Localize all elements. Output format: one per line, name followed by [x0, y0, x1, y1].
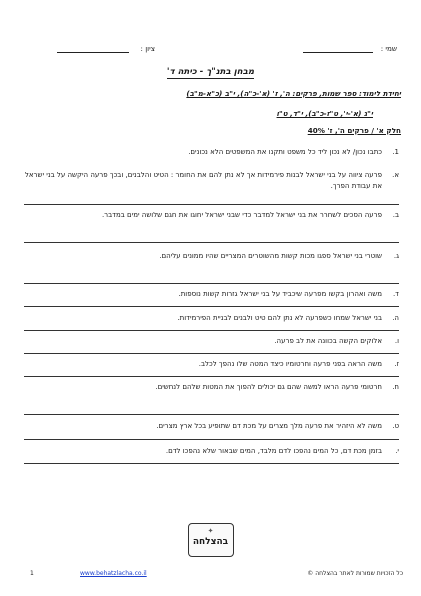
statement-text: פרעה ציווה על בני ישראל לבנות פירמידות אך לא נתן להם את החומר : הטיט והלבנים, ובכך פרעה היקשה על בני ישראל את עבודת הפרך. [24, 171, 382, 190]
statement-i [24, 421, 399, 432]
statement-number: ג. [393, 252, 399, 260]
statement-e [24, 313, 399, 324]
statement-h [24, 382, 399, 393]
answer-line-f[interactable] [24, 353, 399, 354]
answer-line-i[interactable] [24, 439, 399, 440]
statement-text: חרטומי פרעה הראו למשה שהם גם יכולים להפוך את המטות שלהם לנחשים. [155, 383, 382, 391]
statement-j [24, 446, 399, 457]
statement-number: ז. [394, 360, 399, 368]
page-footer [0, 570, 421, 582]
statement-text: בני ישראל שמחו כשפרעה לא נתן להם טיט ולבנים לבניית הפירמידות. [177, 314, 382, 322]
star-icon: ✦ [207, 527, 214, 535]
statement-number: ו. [394, 337, 399, 345]
answer-line-c[interactable] [24, 283, 399, 284]
statement-text: אלוקים הקשה בכוונה את לב פרעה. [274, 337, 382, 345]
study-unit-line-2: י"ג (א'-י', ט"ז-כ"ב), י"ד, ט"ו [276, 109, 373, 118]
statement-text: משה הראה בפני פרעה וחרטומיו כיצד המטה שלו נהפך לכלב. [198, 360, 382, 368]
statement-number: ח. [392, 383, 399, 391]
statement-text: שוטרי בני ישראל ספגו מכות קשות מהשוטרים המצריים שהיו ממונים עליהם. [159, 252, 382, 260]
statement-text: בזמן מכת דם, כל המים נהפכו לדם מלבד, המים שבאור שלא נהפכו לדם. [165, 447, 382, 455]
statement-text: משה ואהרון בקשו מפרעה שיכביד על בני ישראל גזרות קשות נוספות. [178, 290, 382, 298]
question-number: 1. [392, 148, 399, 156]
answer-line-h[interactable] [24, 414, 399, 415]
exam-title-text: מבחן בתנ"ך - כיתה ד' [166, 67, 255, 77]
student-header [0, 42, 421, 58]
statement-g [24, 359, 399, 370]
statement-f [24, 336, 399, 347]
name-field-line[interactable] [303, 52, 373, 53]
behatzlacha-logo [188, 523, 234, 557]
answer-line-a[interactable] [24, 204, 399, 205]
statement-number: א. [392, 171, 399, 179]
question-text: כתבו נכון/ לא נכון ליד כל משפט ותקנו את המשפטים הלא נכונים. [188, 148, 382, 156]
copyright-text: כל הזכויות שמורות לאתר בהצלחה © [307, 570, 403, 577]
site-link[interactable]: www.behatzlacha.co.il [80, 570, 147, 577]
study-unit-line-1: יחידת לימוד: ספר שמות, פרקים: ה', ז' (א'-כ"ה), י"ב (כ"א-מ"ב) [186, 89, 401, 98]
statement-number: ט. [392, 422, 399, 430]
answer-line-e[interactable] [24, 330, 399, 331]
statement-text: משה לא היזהיר את פרעה מלך מצרים על מכת דם שתופיע בכל ארץ מצרים. [156, 422, 382, 430]
name-label: שמי : [380, 44, 397, 53]
answer-line-d[interactable] [24, 306, 399, 307]
answer-line-j[interactable] [24, 463, 399, 464]
answer-line-b[interactable] [24, 242, 399, 243]
exam-title [0, 67, 421, 77]
logo-text: בהצלחה [192, 537, 229, 547]
statement-text: פרעה הסכים לשחרר את בני ישראל למדבר כדי שבני ישראל יחוגו את חגם שלושה ימים במדבר. [101, 211, 382, 219]
statement-b [24, 210, 399, 221]
statement-number: ב. [392, 211, 399, 219]
statement-c [24, 251, 399, 262]
statement-d [24, 289, 399, 300]
grade-field-line[interactable] [57, 52, 129, 53]
statement-number: י. [395, 447, 399, 455]
question-1 [24, 147, 399, 158]
grade-label: ציון : [140, 44, 155, 53]
part-a-heading: חלק א' / פרקים ה', ז' 40% [307, 126, 401, 135]
statement-number: ה. [392, 314, 399, 322]
answer-line-g[interactable] [24, 376, 399, 377]
statement-a [24, 170, 399, 192]
page-number: 1 [30, 570, 34, 577]
statement-number: ד. [392, 290, 399, 298]
